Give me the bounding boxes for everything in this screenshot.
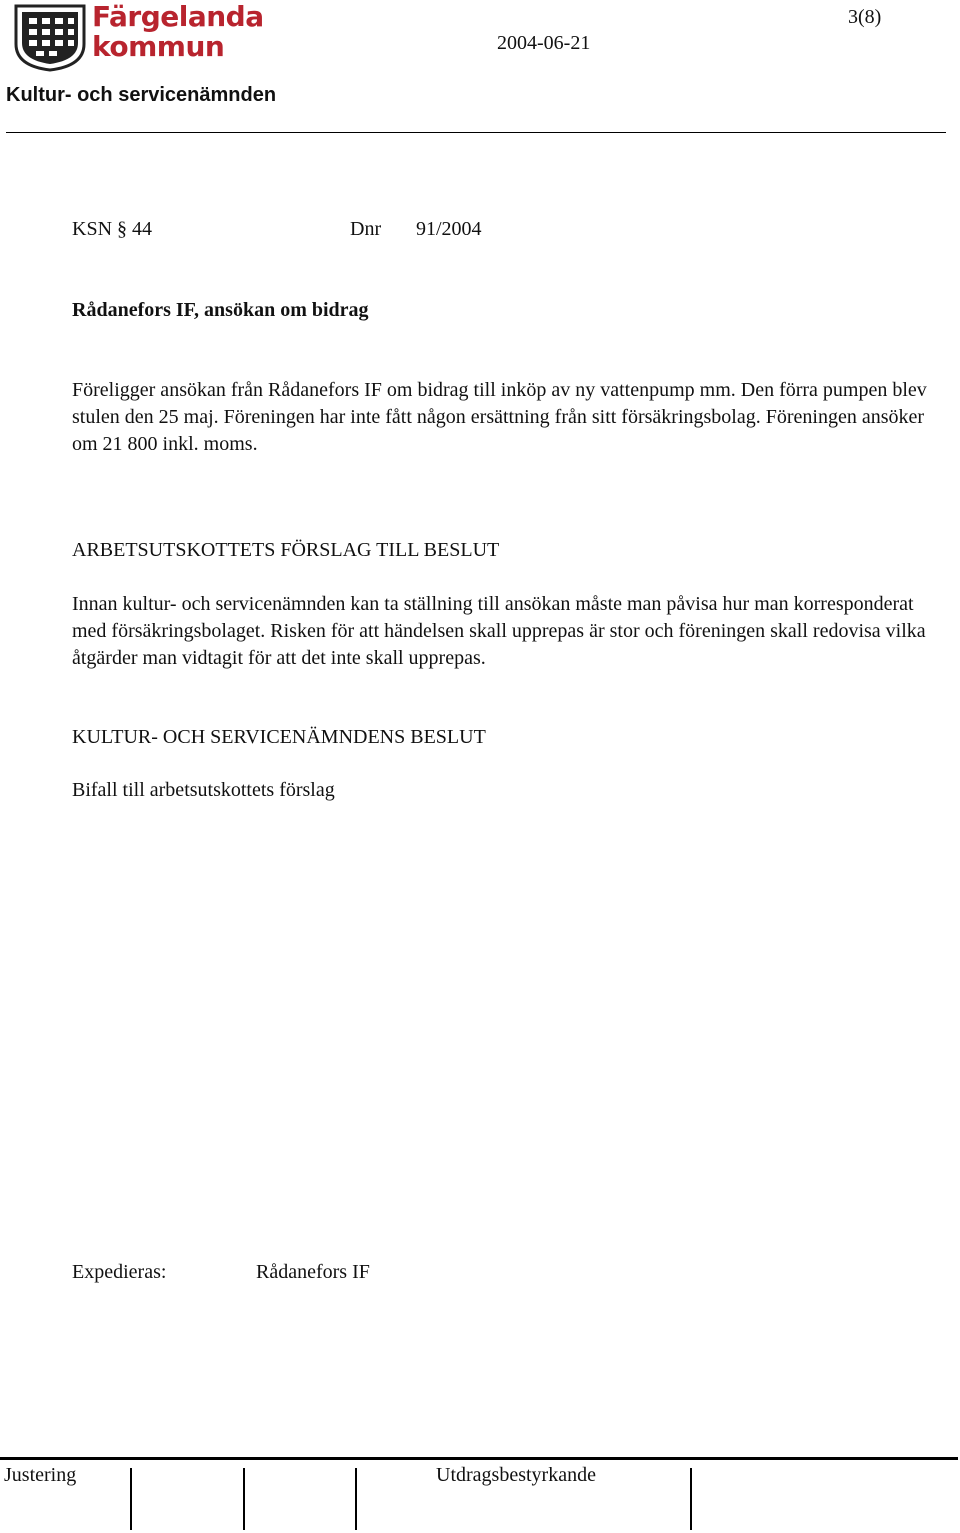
logo-text-line1: Färgelanda — [92, 0, 264, 33]
dnr-value: 91/2004 — [416, 218, 482, 240]
dispatch-recipient: Rådanefors IF — [256, 1261, 370, 1283]
case-title: Rådanefors IF, ansökan om bidrag — [72, 299, 369, 321]
footer-divider — [0, 1457, 958, 1460]
footer-justering: Justering — [4, 1464, 77, 1486]
decision-heading: KULTUR- OCH SERVICENÄMNDENS BESLUT — [72, 726, 486, 748]
proposal-heading: ARBETSUTSKOTTETS FÖRSLAG TILL BESLUT — [72, 539, 500, 561]
proposal-text: Innan kultur- och servicenämnden kan ta ställning till ansökan måste man påvisa hur man korresponderat med försäkringsbolaget. Risken för att händelsen skall upprepas är stor och föreningen skall redovisa vilka åtgärder man vidtagit för att det inte skall upprepas. — [72, 593, 926, 669]
footer-utdragsbestyrkande: Utdragsbestyrkande — [436, 1464, 596, 1486]
signature-box-divider — [130, 1468, 132, 1530]
page-number: 3(8) — [848, 6, 882, 28]
dispatch-label: Expedieras: — [72, 1261, 167, 1283]
signature-box-divider — [355, 1468, 357, 1530]
coat-of-arms-icon — [16, 6, 84, 70]
signature-box-divider — [690, 1468, 692, 1530]
case-description: Föreligger ansökan från Rådanefors IF om bidrag till inköp av ny vattenpump mm. Den förra pumpen blev stulen den 25 maj. Föreningen har inte fått någon ersättning från sitt försäkringsbolag. Föreningen ansöker om 21 800 inkl. moms. — [72, 379, 927, 455]
case-number: KSN § 44 — [72, 218, 153, 240]
signature-box-divider — [243, 1468, 245, 1530]
logo-text-line2: kommun — [92, 30, 225, 63]
document-date: 2004-06-21 — [497, 32, 591, 54]
dnr-label: Dnr — [350, 218, 382, 240]
decision-text: Bifall till arbetsutskottets förslag — [72, 779, 335, 801]
department-name: Kultur- och servicenämnden — [6, 84, 277, 106]
header-divider — [6, 132, 946, 133]
